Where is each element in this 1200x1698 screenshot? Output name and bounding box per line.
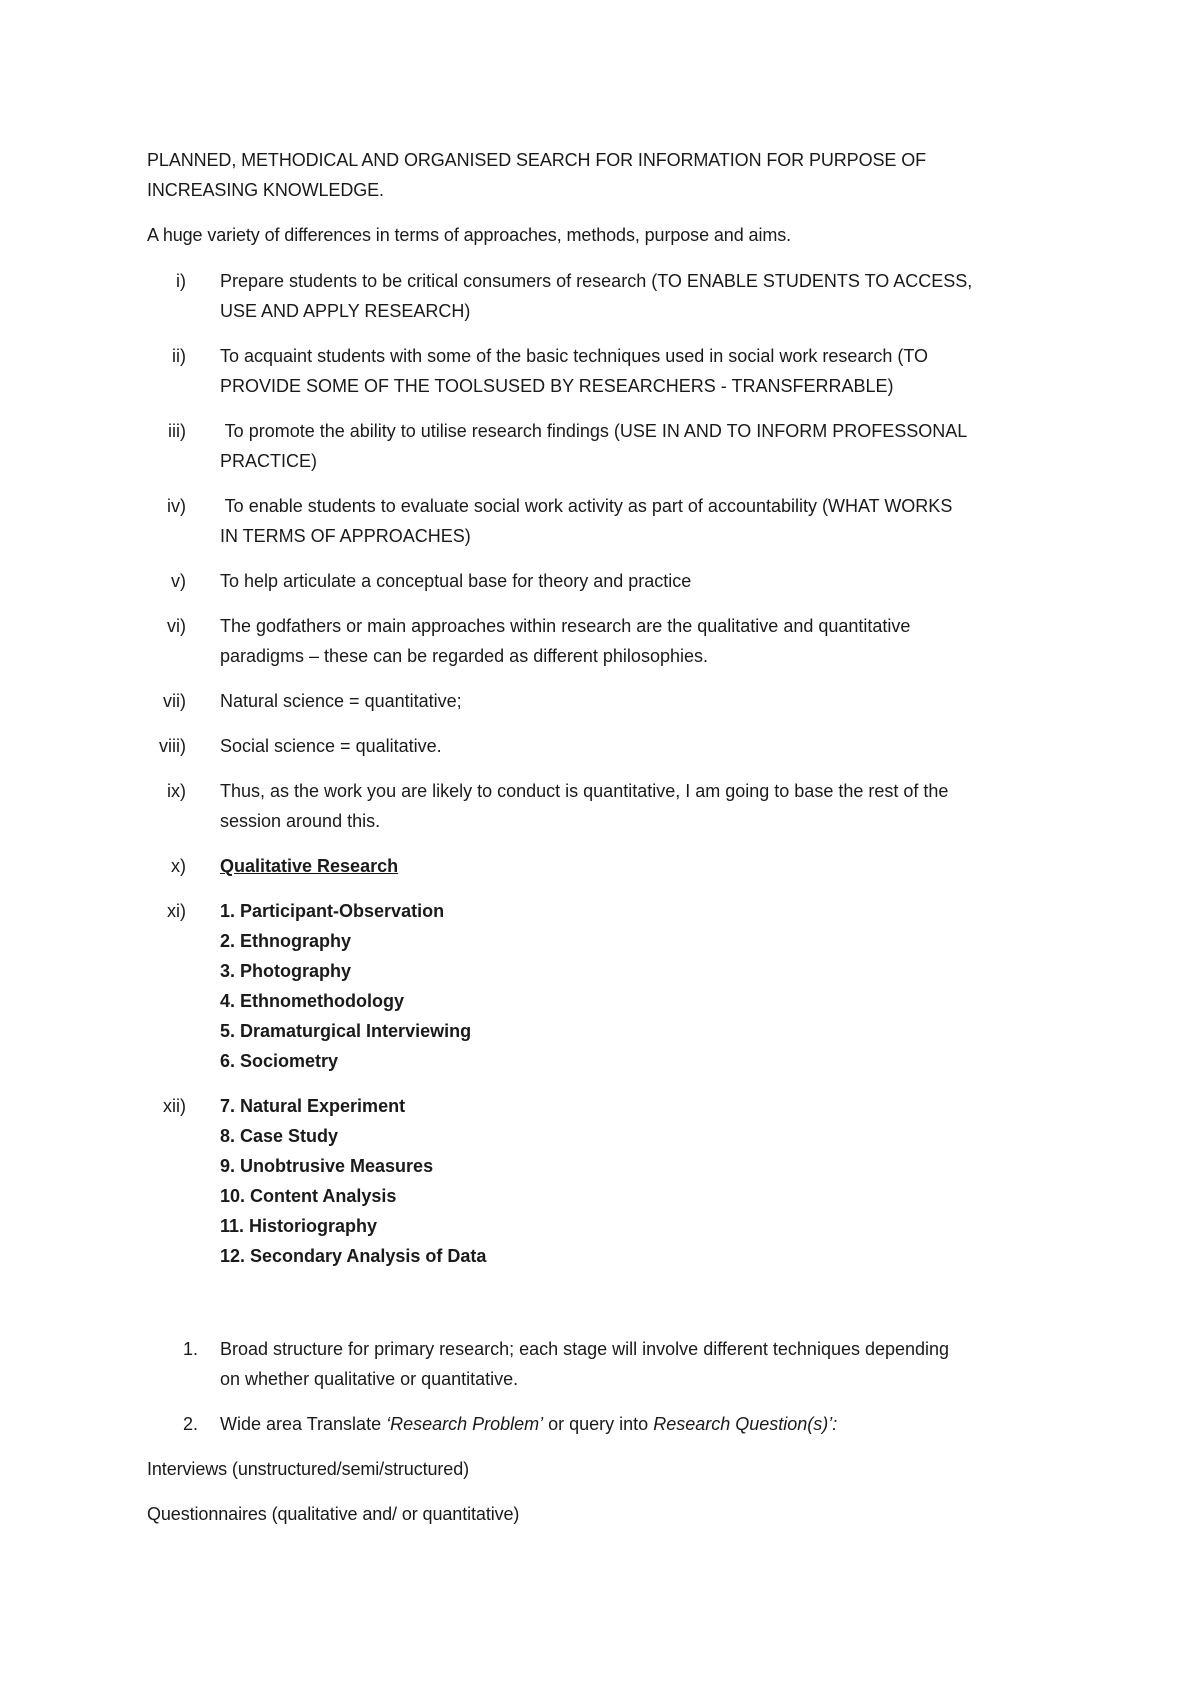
closing-line-questionnaires: Questionnaires (qualitative and/ or quantitative) bbox=[147, 1504, 520, 1524]
list-item-number: v) bbox=[171, 571, 186, 591]
ordered-list-text: Broad structure for primary research; each stage will involve different techniques depending bbox=[220, 1339, 950, 1359]
method-item: 12. Secondary Analysis of Data bbox=[220, 1246, 487, 1266]
list-item-number: iv) bbox=[167, 496, 186, 516]
list-item-text: IN TERMS OF APPROACHES) bbox=[220, 526, 471, 546]
method-item: 11. Historiography bbox=[220, 1216, 378, 1236]
list-item-text: The godfathers or main approaches within research are the qualitative and quantitative bbox=[220, 616, 911, 636]
heading-line-2: INCREASING KNOWLEDGE. bbox=[147, 180, 384, 200]
text-run-italic: ‘Research Problem’ bbox=[386, 1414, 544, 1434]
ordered-list-number: 2. bbox=[182, 1414, 198, 1434]
list-item-text: paradigms – these can be regarded as different philosophies. bbox=[220, 646, 708, 666]
method-item: 9. Unobtrusive Measures bbox=[220, 1156, 434, 1176]
method-item: 10. Content Analysis bbox=[220, 1186, 397, 1206]
method-item: 3. Photography bbox=[220, 961, 352, 981]
list-item-number: iii) bbox=[168, 421, 186, 441]
list-item-number: vii) bbox=[163, 691, 186, 711]
method-item: 6. Sociometry bbox=[220, 1051, 339, 1071]
list-item-text: Prepare students to be critical consumers of research (TO ENABLE STUDENTS TO ACCESS, bbox=[220, 271, 973, 291]
intro-paragraph: A huge variety of differences in terms of approaches, methods, purpose and aims. bbox=[147, 225, 792, 245]
list-item-text: PRACTICE) bbox=[220, 451, 318, 471]
ordered-list-number: 1. bbox=[182, 1339, 198, 1359]
section-heading-qualitative-research: Qualitative Research bbox=[220, 856, 399, 876]
list-item-text: To acquaint students with some of the basic techniques used in social work research (TO bbox=[220, 346, 929, 366]
text-run: Wide area Translate bbox=[220, 1414, 387, 1434]
closing-line-interviews: Interviews (unstructured/semi/structured) bbox=[147, 1459, 470, 1479]
list-item-number: viii) bbox=[159, 736, 186, 756]
list-item-text: Thus, as the work you are likely to conduct is quantitative, I am going to base the rest of the bbox=[220, 781, 949, 801]
list-item-text: To help articulate a conceptual base for theory and practice bbox=[220, 571, 692, 591]
list-item-text: Natural science = quantitative; bbox=[220, 691, 462, 711]
method-item: 5. Dramaturgical Interviewing bbox=[220, 1021, 472, 1041]
list-item-number: xii) bbox=[163, 1096, 186, 1116]
list-item-text: To promote the ability to utilise research findings (USE IN AND TO INFORM PROFESSONAL bbox=[220, 421, 968, 441]
method-item: 4. Ethnomethodology bbox=[220, 991, 404, 1011]
list-item-text: To enable students to evaluate social work activity as part of accountability (WHAT WORKS bbox=[220, 496, 953, 516]
list-item-text: PROVIDE SOME OF THE TOOLSUSED BY RESEARCHERS - TRANSFERRABLE) bbox=[220, 376, 894, 396]
heading-line-1: PLANNED, METHODICAL AND ORGANISED SEARCH FOR INFORMATION FOR PURPOSE OF bbox=[147, 150, 926, 170]
method-item: 7. Natural Experiment bbox=[220, 1096, 406, 1116]
list-item-text: Social science = qualitative. bbox=[220, 736, 442, 756]
list-item-text: session around this. bbox=[220, 811, 381, 831]
list-item-number: x) bbox=[171, 856, 186, 876]
method-item: 1. Participant-Observation bbox=[220, 901, 445, 921]
ordered-list-text bbox=[220, 1409, 1070, 1439]
ordered-list-text: on whether qualitative or quantitative. bbox=[220, 1369, 519, 1389]
list-item-number: vi) bbox=[167, 616, 186, 636]
list-item-text: USE AND APPLY RESEARCH) bbox=[220, 301, 471, 321]
text-run: or query into bbox=[543, 1414, 654, 1434]
list-item-number: i) bbox=[176, 271, 186, 291]
list-item-number: ii) bbox=[172, 346, 186, 366]
list-item-number: xi) bbox=[167, 901, 186, 921]
method-item: 8. Case Study bbox=[220, 1126, 339, 1146]
list-item-number: ix) bbox=[167, 781, 186, 801]
method-item: 2. Ethnography bbox=[220, 931, 352, 951]
text-run-italic: Research Question(s)’: bbox=[653, 1414, 838, 1434]
